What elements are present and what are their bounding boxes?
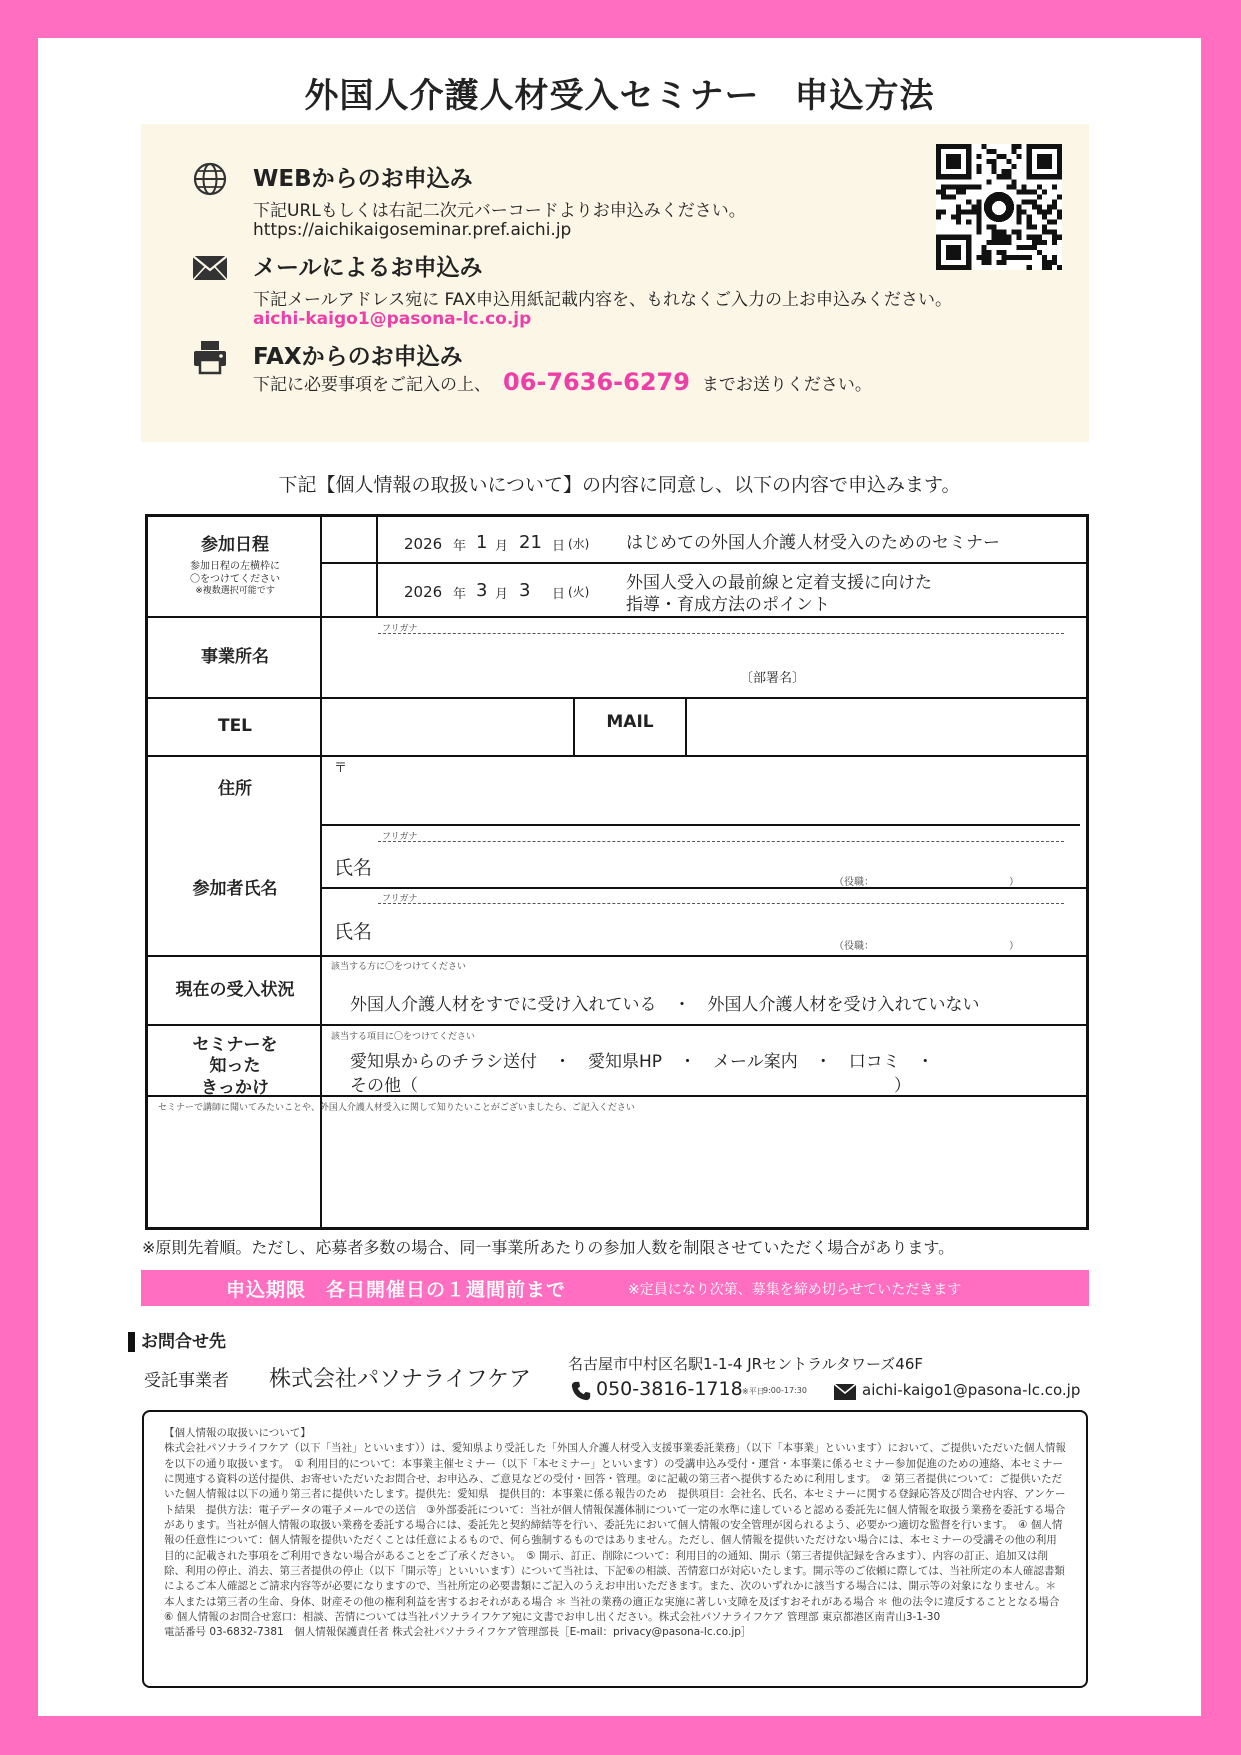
row-divider — [148, 1024, 1086, 1026]
first-come-note: ※原則先着順。ただし、応募者多数の場合、同一事業所あたりの参加人数を制限させていただく場合があります。 — [142, 1238, 955, 1257]
date-day-unit: 日 — [552, 539, 566, 554]
question-field[interactable] — [154, 1115, 1080, 1223]
trigger-label-line3: きっかけ — [201, 1077, 269, 1098]
date-month: 3 — [476, 580, 488, 601]
postal-mark: 〒 — [334, 761, 348, 776]
date-weekday: (水) — [568, 537, 590, 551]
tel-label: TEL — [217, 716, 253, 736]
web-instruction: 下記URLもしくは右記二次元バーコードよりお申込みください。 — [253, 201, 746, 221]
date-month: 1 — [476, 532, 488, 553]
privacy-heading: 【個人情報の取扱いについて】 — [164, 1427, 311, 1439]
deadline-banner — [141, 1270, 1089, 1306]
phone-number[interactable]: 050-3816-1718 — [596, 1378, 743, 1400]
trigger-note: 該当する項目に〇をつけてください — [331, 1032, 476, 1042]
status-options[interactable]: 外国人介護人材をすでに受け入れている ・ 外国人介護人材を受け入れていない — [350, 995, 980, 1015]
seminar-title-line1: 外国人受入の最前線と定着支援に向けた — [626, 573, 932, 593]
envelope-icon — [834, 1384, 856, 1400]
participant-2-position: （役職： ） — [834, 941, 1019, 952]
date-select-1[interactable] — [322, 517, 376, 562]
office-furigana-label: フリガナ — [382, 624, 418, 634]
tel-field[interactable] — [324, 699, 572, 753]
mail-heading: メールによるお申込み — [253, 255, 483, 281]
trigger-label — [148, 1035, 322, 1099]
mail-field[interactable] — [689, 699, 1087, 753]
hours-label: ※平日 — [742, 1387, 765, 1396]
participant-furigana-label: フリガナ — [382, 894, 418, 904]
phone-icon — [570, 1380, 592, 1402]
participant-1-name-label: 氏名 — [334, 857, 373, 879]
participant-2-name-field[interactable] — [388, 911, 758, 945]
row-divider — [148, 755, 1086, 757]
row-divider — [148, 1095, 1086, 1097]
trigger-label-line2: 知った — [209, 1056, 261, 1077]
contact-heading: お問合せ先 — [128, 1332, 226, 1352]
trigger-label-line1: セミナーを — [192, 1035, 278, 1055]
date-label: 参加日程 — [201, 535, 269, 555]
participant-divider — [320, 887, 1086, 889]
contact-email-link[interactable]: aichi-kaigo1@pasona-lc.co.jp — [862, 1381, 1081, 1399]
globe-icon — [191, 160, 229, 198]
date-year: 2026 — [404, 583, 443, 601]
furigana-dash-line — [378, 633, 1064, 634]
web-url-link[interactable]: https://aichikaigoseminar.pref.aichi.jp — [253, 220, 572, 240]
date-day: 21 — [519, 532, 542, 553]
privacy-body: 株式会社パソナライフケア（以下「当社」といいます））は、愛知県より受託した「外国人介護人材受入支援事業委託業務」（以下「本事業」といいます）において、ご提供いただいた個人情報を以下の通り取扱います。 ① 利用目的について：本事業主催セミナー（以下「本セミナー」といいます）の受講申込み受付・運営・本事業に係るセミナー参加促進のための連絡、本セミナーに関連する資料の送付提供、お寄せいただいたお問合せ、お申込み、ご意見などの受付・回答・管理。②に記載の第三者へ提供するために利用します。 ② 第三者提供について：ご提供いただいた個人情報は以下の通り第三者に提供いたします。提供先：愛知県 提供目的：本事業に係る報告のため 提供項目：会社名、氏名、本セミナーに関する登録応答及び問合せ内容、アンケート結果 提供方法：電子データの電子メールでの送信 ③外部委託について：当社が個人情報保護体制について一定の水準に達していると認める委託先に個人情報を取扱う業務を委託する場合があります。当社が個人情報の取扱い業務を委託する場合には、委託先と契約締結等を行い、委託先において個人情報の安全管理が図られるよう、必要かつ適切な監督を行います。 ④ 個人情報の任意性について：個人情報を提供いただくことは任意によるもので、何ら強制するものではありません。ただし、個人情報を提供いただけない場合には、本セミナーの受講その他の利用目的に記載された事項をご利用できない場合があることをご了承ください。 ⑤ 開示、訂正、削除について：利用目的の通知、開示（第三者提供記録を含みます）、内容の訂正、追加又は削除、利用の停止、消去、第三者提供の停止（以下「開示等」といいいます）について当社は、下記⑥の相談、苦情窓口が対応いたします。開示等のご依頼に際しては、当社所定の本人確認書類によるご本人確認とご請求内容等が必要になりますので、当社所定の必要書類にご記入のうえお申出いただきます。また、次のいずれかに該当する場合には、開示等の対象になりません。＊ 本人または第三者の生命、身体、財産その他の権利利益を害するおそれがある場合 ＊ 当社の業務の適正な実施に著しい支障を及ぼすおそれがある場合 ＊ 他の法令に違反することとなる場合 ⑥ 個人情報のお問合せ窓口：相談、苦情については当社パソナライフケア宛に文書でお申し出ください。株式会社パソナライフケア 管理部 東京都港区南青山3-1-30 — [164, 1442, 1066, 1623]
seminar-title-line2: 指導・育成方法のポイント — [626, 595, 830, 615]
date-note-line3: ※複数選択可能です — [195, 586, 275, 596]
date-note-line1: 参加日程の左横枠に — [190, 561, 280, 572]
fax-instruction — [253, 368, 872, 396]
status-label: 現在の受入状況 — [175, 980, 295, 1000]
date-year-unit: 年 — [453, 587, 467, 602]
company-name: 株式会社パソナライフケア — [269, 1367, 532, 1392]
page-title: 外国人介護人材受入セミナー 申込方法 — [304, 76, 935, 116]
date-select-2[interactable] — [322, 564, 376, 616]
mail-instruction: 下記メールアドレス宛に FAX申込用紙記載内容を、もれなくご入力の上お申込みください。 — [253, 290, 953, 310]
date-note — [148, 561, 322, 597]
contractor-role: 受託事業者 — [144, 1371, 229, 1391]
envelope-icon — [191, 249, 229, 287]
date-day: 3 — [519, 580, 531, 601]
date-row-divider — [320, 562, 1086, 564]
address-label: 住所 — [218, 779, 252, 799]
participant-furigana-label: フリガナ — [382, 832, 418, 842]
seminar-title: はじめての外国人介護人材受入のためのセミナー — [626, 533, 1000, 553]
trigger-options[interactable]: 愛知県からのチラシ送付 ・ 愛知県HP ・ メール案内 ・ 口コミ ・ — [350, 1052, 934, 1072]
mail-label-divider — [685, 697, 687, 755]
flyer-sheet — [38, 38, 1201, 1716]
mail-label: MAIL — [606, 712, 654, 732]
printer-icon — [191, 338, 229, 376]
date-checkbox-divider — [376, 517, 378, 616]
deadline-text: 申込期限 各日開催日の１週間前まで — [226, 1279, 567, 1301]
participant-1-position: （役職： ） — [834, 877, 1019, 888]
application-methods-box — [141, 124, 1089, 442]
address-field[interactable] — [324, 759, 1086, 821]
trigger-other-field[interactable]: その他（ ） — [350, 1076, 911, 1096]
date-year: 2026 — [404, 535, 443, 553]
fax-prefix: 下記に必要事項をご記入の上、 — [253, 375, 491, 395]
office-name-field[interactable] — [324, 637, 1084, 665]
application-form — [145, 514, 1089, 1230]
date-month-unit: 月 — [495, 587, 509, 602]
deadline-subnote: ※定員になり次第、募集を締め切らせていただきます — [628, 1282, 962, 1298]
web-heading: WEBからのお申込み — [253, 166, 473, 192]
participant-label: 参加者氏名 — [192, 879, 278, 899]
office-label: 事業所名 — [201, 647, 269, 667]
fax-suffix: までお送りください。 — [701, 375, 872, 395]
department-label: 〔部署名〕 — [740, 671, 806, 686]
status-note: 該当する方に〇をつけてください — [331, 962, 467, 972]
business-hours: 9:00-17:30 — [763, 1386, 807, 1395]
row-divider — [148, 616, 1086, 618]
date-month-unit: 月 — [495, 539, 509, 554]
privacy-policy-box — [142, 1410, 1088, 1688]
consent-statement: 下記【個人情報の取扱いについて】の内容に同意し、以下の内容で申込みます。 — [278, 474, 961, 496]
row-divider — [320, 824, 1080, 826]
furigana-dash-line — [378, 841, 1064, 842]
question-note: セミナーで講師に聞いてみたいことや、外国人介護人材受入に関して知りたいことがございましたら、ご記入ください — [158, 1103, 635, 1113]
company-address: 名古屋市中村区名駅1-1-4 JRセントラルタワーズ46F — [568, 1355, 923, 1373]
date-weekday: (火) — [568, 585, 590, 599]
participant-2-name-label: 氏名 — [334, 921, 373, 943]
date-year-unit: 年 — [453, 539, 467, 554]
fax-heading: FAXからのお申込み — [253, 344, 463, 370]
participant-1-name-field[interactable] — [388, 847, 758, 881]
mail-address-link[interactable]: aichi-kaigo1@pasona-lc.co.jp — [253, 309, 532, 329]
date-note-line2: 〇をつけてください — [190, 573, 280, 585]
qr-code-icon[interactable] — [936, 144, 1062, 270]
date-day-unit: 日 — [552, 587, 566, 602]
furigana-dash-line — [378, 903, 1064, 904]
privacy-footer: 電話番号 03-6832-7381 個人情報保護責任者 株式会社パソナライフケア管理部長［E-mail：privacy@pasona-lc.co.jp］ — [164, 1626, 752, 1639]
fax-number: 06-7636-6279 — [503, 368, 690, 396]
row-divider — [148, 955, 1086, 957]
